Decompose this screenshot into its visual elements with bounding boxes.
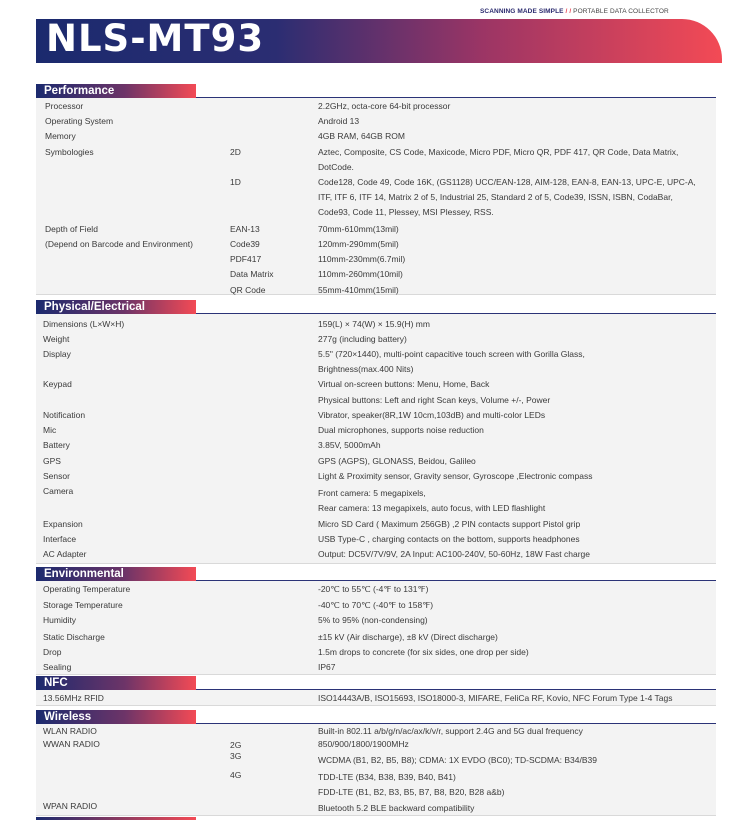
- spec-value: Dual microphones, supports noise reduction: [318, 425, 484, 435]
- spec-label: Operating Temperature: [43, 584, 131, 594]
- spec-label: Depth of Field: [45, 224, 98, 234]
- section-environmental-header: [36, 567, 716, 581]
- tagline-bold: SCANNING MADE SIMPLE: [480, 8, 564, 15]
- spec-value: Output: DC5V/7V/9V, 2A Input: AC100-240V, 50-60Hz, 18W Fast charge: [318, 549, 591, 559]
- spec-value: IP67: [318, 662, 336, 672]
- section-title: Environmental: [36, 567, 196, 581]
- section-environmental-body: [36, 581, 716, 675]
- spec-label: Operating System: [45, 116, 114, 126]
- spec-label: Dimensions (L×W×H): [43, 319, 125, 329]
- section-physical-header: [36, 300, 716, 314]
- tagline-separator: / /: [565, 8, 572, 15]
- spec-label: (Depend on Barcode and Environment): [45, 239, 193, 249]
- spec-label: Sealing: [43, 662, 72, 672]
- dof-code: Data Matrix: [230, 269, 274, 279]
- spec-label: Memory: [45, 131, 76, 141]
- spec-label: Display: [43, 349, 71, 359]
- dof-code: EAN-13: [230, 224, 260, 234]
- spec-label: Expansion: [43, 519, 83, 529]
- spec-label: Sensor: [43, 471, 70, 481]
- dof-range: 110mm-230mm(6.7mil): [318, 254, 406, 264]
- section-wireless-header: [36, 710, 716, 724]
- spec-sublabel: 3G: [230, 751, 242, 761]
- spec-value: USB Type-C , charging contacts on the bottom, supports headphones: [318, 534, 580, 544]
- spec-value: 5% to 95% (non-condensing): [318, 615, 428, 625]
- tagline-subtitle: PORTABLE DATA COLLECTOR: [573, 8, 669, 15]
- spec-value: -20℃ to 55℃ (-4℉ to 131℉): [318, 584, 429, 594]
- spec-value: Code93, Code 11, Plessey, MSI Plessey, RSS.: [318, 207, 494, 217]
- spec-value: Front camera: 5 megapixels,: [318, 488, 426, 498]
- spec-label: Battery: [43, 440, 70, 450]
- spec-value: 4GB RAM, 64GB ROM: [318, 131, 405, 141]
- spec-label: Symbologies: [45, 147, 94, 157]
- spec-value: Brightness(max.400 Nits): [318, 364, 414, 374]
- spec-label: Mic: [43, 425, 57, 435]
- spec-value: Physical buttons: Left and right Scan keys, Volume +/-, Power: [318, 395, 551, 405]
- spec-value: Vibrator, speaker(8R,1W 10cm,103dB) and multi-color LEDs: [318, 410, 546, 420]
- spec-label: Interface: [43, 534, 77, 544]
- dof-range: 55mm-410mm(15mil): [318, 285, 399, 295]
- spec-value: -40℃ to 70℃ (-40℉ to 158℉): [318, 600, 434, 610]
- spec-label: Camera: [43, 486, 74, 496]
- section-title: Wireless: [36, 710, 196, 724]
- dof-range: 110mm-260mm(10mil): [318, 269, 403, 279]
- dof-range: 120mm-290mm(5mil): [318, 239, 399, 249]
- section-title: Physical/Electrical: [36, 300, 196, 314]
- spec-label: GPS: [43, 456, 61, 466]
- section-nfc-header: [36, 676, 716, 690]
- spec-value: Aztec, Composite, CS Code, Maxicode, Micro PDF, Micro QR, PDF 417, QR Code, Data Matrix,: [318, 147, 679, 157]
- spec-value: WCDMA (B1, B2, B5, B8); CDMA: 1X EVDO (BC0); TD-SCDMA: B34/B39: [318, 755, 597, 765]
- spec-label: 13.56MHz RFID: [43, 693, 104, 703]
- spec-value: 277g (including battery): [318, 334, 407, 344]
- dof-code: PDF417: [230, 254, 262, 264]
- spec-value: GPS (AGPS), GLONASS, Beidou, Galileo: [318, 456, 476, 466]
- spec-label: Keypad: [43, 379, 72, 389]
- spec-value: 3.85V, 5000mAh: [318, 440, 381, 450]
- spec-value: Virtual on-screen buttons: Menu, Home, Back: [318, 379, 490, 389]
- spec-sublabel: 2G: [230, 740, 242, 750]
- spec-value: TDD-LTE (B34, B38, B39, B40, B41): [318, 772, 456, 782]
- dof-code: QR Code: [230, 285, 266, 295]
- spec-label: Weight: [43, 334, 70, 344]
- spec-value: DotCode.: [318, 162, 354, 172]
- spec-value: Built-in 802.11 a/b/g/n/ac/ax/k/v/r, support 2.4G and 5G dual frequency: [318, 726, 583, 736]
- spec-label: Notification: [43, 410, 86, 420]
- spec-value: ±15 kV (Air discharge), ±8 kV (Direct discharge): [318, 632, 498, 642]
- spec-label: WWAN RADIO: [43, 739, 100, 749]
- spec-label: AC Adapter: [43, 549, 87, 559]
- section-title: Performance: [36, 84, 196, 98]
- spec-value: Android 13: [318, 116, 360, 126]
- spec-sublabel: 1D: [230, 177, 241, 187]
- spec-label: Storage Temperature: [43, 600, 123, 610]
- spec-label: Humidity: [43, 615, 77, 625]
- spec-value: Light & Proximity sensor, Gravity sensor, Gyroscope ,Electronic compass: [318, 471, 593, 481]
- spec-value: Bluetooth 5.2 BLE backward compatibility: [318, 803, 475, 813]
- spec-label: WPAN RADIO: [43, 801, 98, 811]
- spec-sublabel: 4G: [230, 770, 242, 780]
- spec-value: FDD-LTE (B1, B2, B3, B5, B7, B8, B20, B28 a&b): [318, 787, 505, 797]
- section-performance-header: [36, 84, 716, 98]
- spec-label: Processor: [45, 101, 84, 111]
- spec-value: 159(L) × 74(W) × 15.9(H) mm: [318, 319, 430, 329]
- spec-value: ISO14443A/B, ISO15693, ISO18000-3, MIFARE, FeliCa RF, Kovio, NFC Forum Type 1-4 Tags: [318, 693, 673, 703]
- tagline: [480, 8, 669, 15]
- spec-value: 1.5m drops to concrete (for six sides, one drop per side): [318, 647, 529, 657]
- spec-sublabel: 2D: [230, 147, 241, 157]
- spec-value: Micro SD Card ( Maximum 256GB) ,2 PIN contacts support Pistol grip: [318, 519, 581, 529]
- dof-range: 70mm-610mm(13mil): [318, 224, 399, 234]
- dof-code: Code39: [230, 239, 260, 249]
- spec-value: 2.2GHz, octa-core 64-bit processor: [318, 101, 451, 111]
- model-title: NLS-MT93: [46, 17, 265, 60]
- spec-value: Code128, Code 49, Code 16K, (GS1128) UCC/EAN-128, AIM-128, EAN-8, EAN-13, UPC-E, UPC-A,: [318, 177, 696, 187]
- spec-label: Drop: [43, 647, 62, 657]
- spec-label: Static Discharge: [43, 632, 105, 642]
- section-title: NFC: [36, 676, 196, 690]
- spec-value: Rear camera: 13 megapixels, auto focus, with LED flashlight: [318, 503, 546, 513]
- footer-rule: [36, 817, 196, 820]
- spec-label: WLAN RADIO: [43, 726, 97, 736]
- spec-value: 5.5" (720×1440), multi-point capacitive touch screen with Gorilla Glass,: [318, 349, 585, 359]
- spec-value: ITF, ITF 6, ITF 14, Matrix 2 of 5, Industrial 25, Standard 2 of 5, Code39, ISSN, ISBN, CodaBar,: [318, 192, 673, 202]
- spec-value: 850/900/1800/1900MHz: [318, 739, 409, 749]
